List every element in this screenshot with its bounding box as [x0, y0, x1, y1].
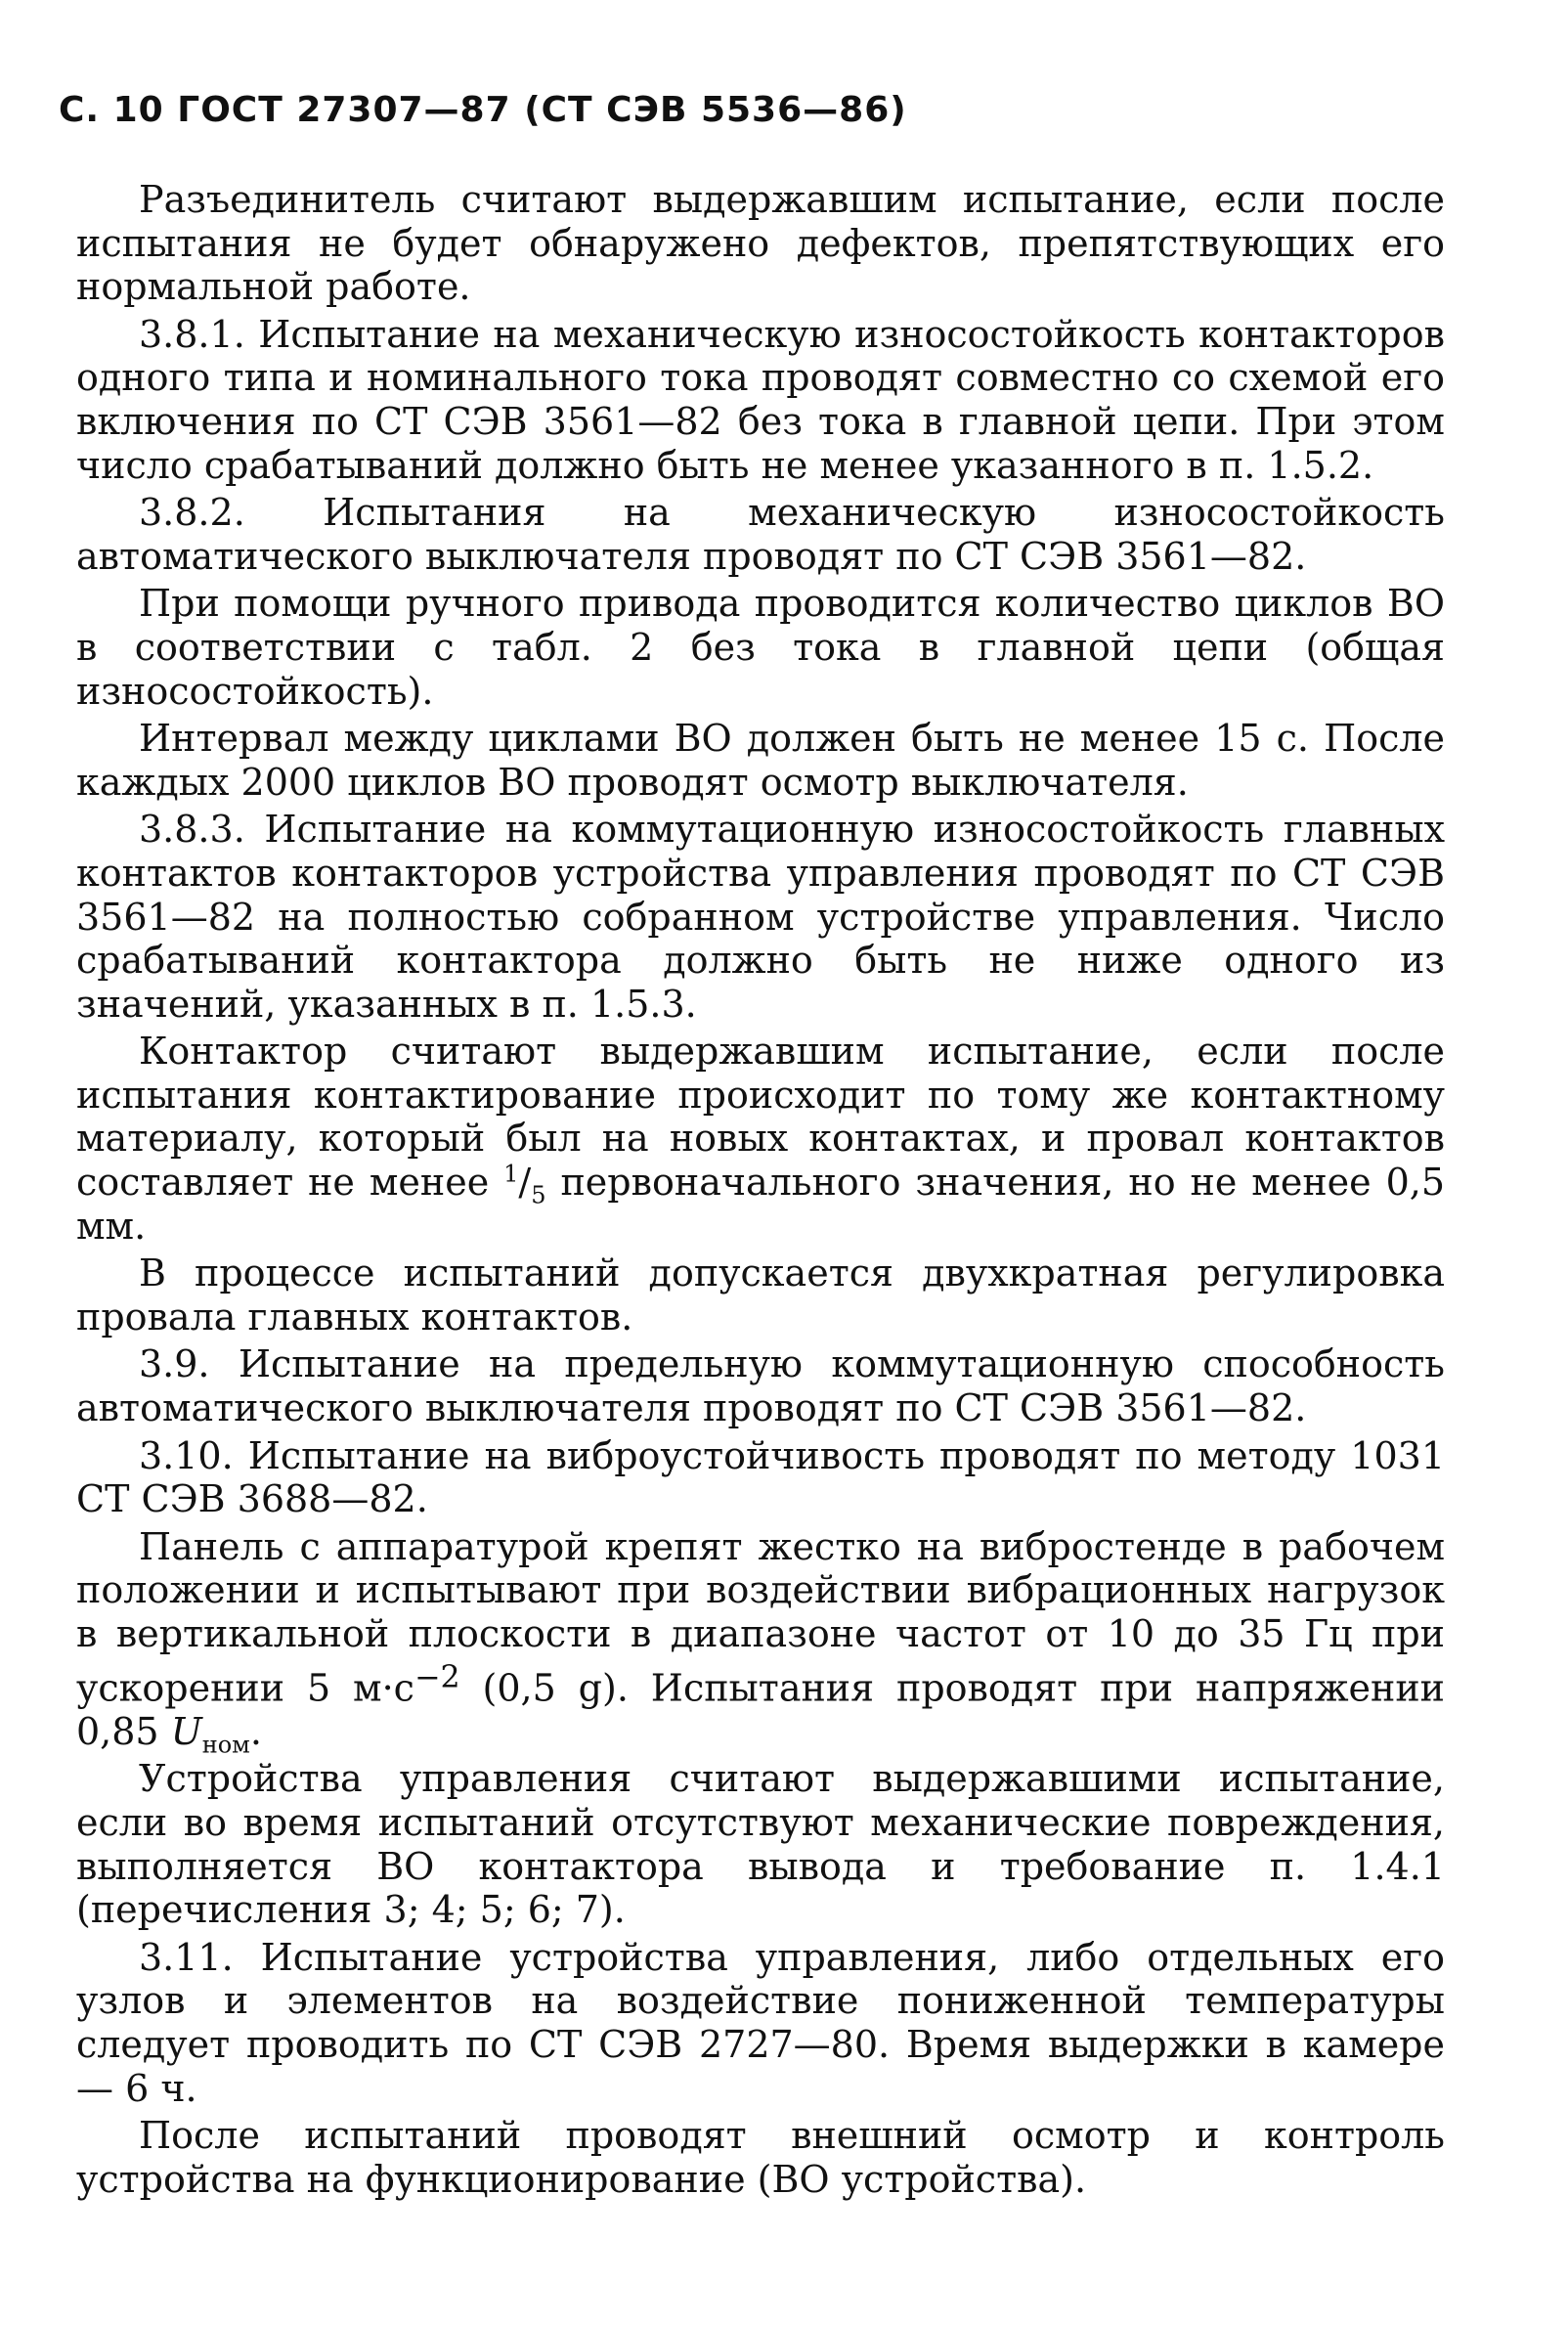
acceleration-exponent: −2 [414, 1659, 460, 1695]
voltage-subscript: ном [201, 1731, 250, 1759]
nominal-voltage-symbol [170, 1709, 250, 1759]
page-header: С. 10 ГОСТ 27307—87 (СТ СЭВ 5536—86) [59, 90, 907, 130]
paragraph-3-10: 3.10. Испытание на виброустойчивость проводят по методу 1031 СТ СЭВ 3688—82. [76, 1433, 1445, 1521]
fraction-one-fifth: $^1/_5$ [503, 1160, 546, 1209]
paragraph-control-devices: Устройства управления считают выдержавшими испытание, если во время испытаний отсутствуют механические повреждения, выполняется ВО контактора вывода и требование п. 1.4.1 (перечисления 3; 4; 5; 6; 7). [76, 1757, 1445, 1932]
fraction-denominator: 5 [531, 1181, 546, 1209]
paragraph-interval: Интервал между циклами ВО должен быть не менее 15 с. После каждых 2000 циклов ВО проводят осмотр выключателя. [76, 717, 1445, 804]
paragraph-manual-drive: При помощи ручного привода проводится количество циклов ВО в соответствии с табл. 2 без тока в главной цепи (общая износостойкость). [76, 582, 1445, 713]
paragraph-3-11: 3.11. Испытание устройства управления, либо отдельных его узлов и элементов на воздействие пониженной температуры следует проводить по СТ СЭВ 2727—80. Время выдержки в камере — 6 ч. [76, 1935, 1445, 2110]
contactor-text-end: первоначального значения, но не менее 0,5 мм. [76, 1161, 1445, 1248]
contactor-text-start: Контактор считают выдержавшим испытание, если после испытания контактирование происходит по тому же контактному материалу, который был на новых контактах, и провал контактов составляет не менее [76, 1030, 1445, 1205]
paragraph-final-inspection: После испытаний проводят внешний осмотр и контроль устройства на функционирование (ВО устройства). [76, 2114, 1445, 2201]
paragraph-disconnector: Разъединитель считают выдержавшим испытание, если после испытания не будет обнаружено дефектов, препятствующих его нормальной работе. [76, 178, 1445, 309]
vibration-text-middle: (0,5 g). Испытания проводят при напряжении 0,85 [76, 1666, 1445, 1753]
vibration-text-start: Панель с аппаратурой крепят жестко на вибростенде в рабочем положении и испытывают при воздействии вибрационных нагрузок в вертикальной плоскости в диапазоне частот от 10 до 35 Гц при ускорении 5 м·с [76, 1524, 1445, 1710]
paragraph-contactor [76, 1030, 1445, 1248]
voltage-letter: U [170, 1709, 202, 1753]
paragraph-3-9: 3.9. Испытание на предельную коммутационную способность автоматического выключателя проводят по СТ СЭВ 3561—82. [76, 1342, 1445, 1430]
paragraph-regulation: В процессе испытаний допускается двухкратная регулировка провала главных контактов. [76, 1251, 1445, 1339]
paragraph-3-8-1: 3.8.1. Испытание на механическую износостойкость контакторов одного типа и номинального тока проводят совместно со схемой его включения по СТ СЭВ 3561—82 без тока в главной цепи. При этом число срабатываний должно быть не менее указанного в п. 1.5.2. [76, 312, 1445, 487]
paragraph-3-8-3: 3.8.3. Испытание на коммутационную износостойкость главных контактов контакторов устройства управления проводят по СТ СЭВ 3561—82 на полностью собранном устройстве управления. Число срабатываний контактора должно быть не ниже одного из значений, указанных в п. 1.5.3. [76, 808, 1445, 1026]
fraction-numerator: 1 [503, 1160, 519, 1188]
vibration-text-end: . [249, 1709, 262, 1753]
document-body [76, 178, 1445, 2201]
paragraph-3-8-2: 3.8.2. Испытания на механическую износостойкость автоматического выключателя проводят по СТ СЭВ 3561—82. [76, 491, 1445, 578]
paragraph-vibration [76, 1524, 1445, 1759]
